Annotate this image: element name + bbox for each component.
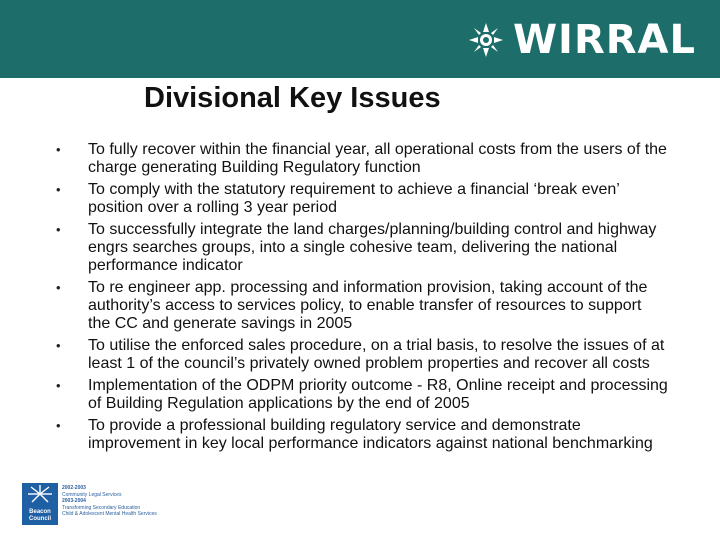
list-item-text: To successfully integrate the land charges/planning/building control and highway engrs searches groups, into a single cohesive team, delivering the national performance indicator: [88, 221, 657, 274]
list-item-text: To fully recover within the financial year, all operational costs from the users of the charge generating Building Regulatory function: [88, 141, 667, 176]
list-item: [56, 417, 668, 453]
list-item-text: Implementation of the ODPM priority outcome - R8, Online receipt and processing of Building Regulation applications by the end of 2005: [88, 377, 668, 412]
page-title: Divisional Key Issues: [144, 82, 441, 114]
bullet-mark: •: [56, 378, 61, 393]
beacon-award-line: 2002-2003: [62, 485, 86, 491]
list-item: [56, 221, 668, 275]
key-issues-list: [56, 141, 668, 457]
wirral-flower-icon: [467, 21, 505, 59]
beacon-award-list: [62, 483, 157, 518]
list-item-text: To re engineer app. processing and information provision, taking account of the authority’s access to services policy, to enable transfer of resources to support the CC and generate savings in 2005: [88, 279, 648, 332]
beacon-award-line: Transforming Secondary Education: [62, 504, 141, 511]
bullet-mark: •: [56, 418, 61, 433]
beacon-badge: [22, 483, 58, 525]
beacon-award-line: 2003-2004: [62, 498, 86, 504]
wirral-logo: [467, 17, 696, 63]
bullet-mark: •: [56, 142, 61, 157]
beacon-award-line: Community Legal Services: [62, 491, 122, 498]
beacon-council-logo: [22, 483, 162, 529]
list-item: [56, 279, 668, 333]
bullet-mark: •: [56, 338, 61, 353]
list-item: [56, 377, 668, 413]
bullet-mark: •: [56, 182, 61, 197]
list-item: [56, 181, 668, 217]
bullet-mark: •: [56, 280, 61, 295]
header-band: [0, 0, 720, 78]
brand-name: WIRRAL: [512, 17, 696, 63]
beacon-award-line: Child & Adolescent Mental Health Services: [62, 511, 157, 517]
list-item-text: To utilise the enforced sales procedure, on a trial basis, to resolve the issues of at least 1 of the council’s privately owned problem properties and recover all costs: [88, 337, 665, 372]
beacon-badge-label: Beacon Council: [29, 509, 51, 522]
list-item-text: To provide a professional building regulatory service and demonstrate improvement in key local performance indicators against national benchmarking: [88, 417, 653, 452]
bullet-mark: •: [56, 222, 61, 237]
list-item: [56, 141, 668, 177]
list-item-text: To comply with the statutory requirement to achieve a financial ‘break even’ position over a rolling 3 year period: [88, 181, 620, 216]
beacon-star-icon: [28, 485, 52, 503]
list-item: [56, 337, 668, 373]
